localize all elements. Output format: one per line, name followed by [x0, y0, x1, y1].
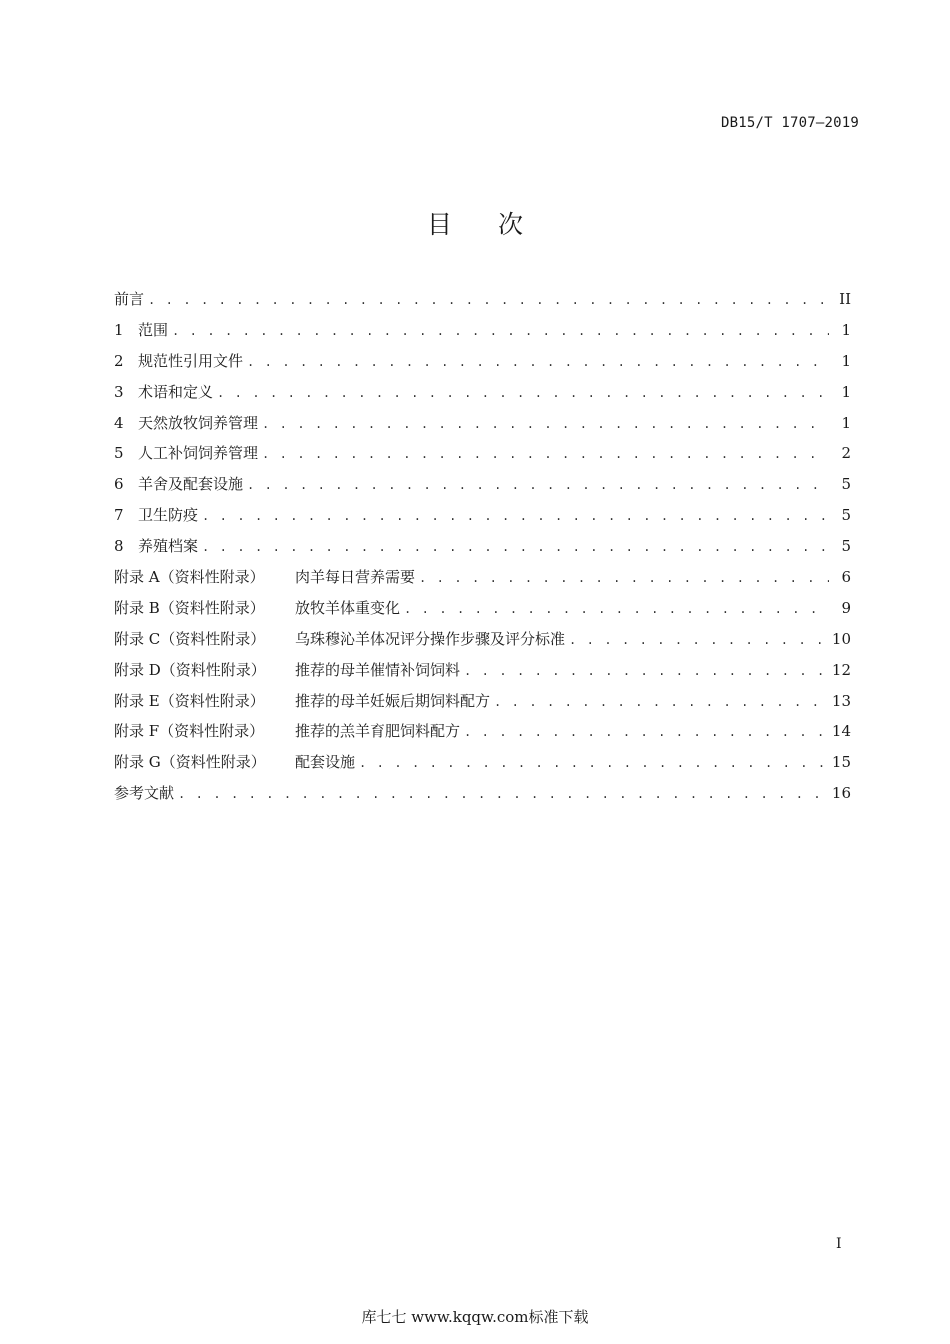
toc-number: 6: [114, 475, 124, 494]
toc-entry-appendix-f[interactable]: [114, 716, 851, 747]
toc-page: 14: [831, 722, 851, 741]
toc-page: 1: [841, 351, 851, 370]
toc-page: 9: [841, 598, 851, 617]
toc-label: 推荐的母羊妊娠后期饲料配方: [295, 691, 491, 710]
appendix-prefix: 附录 C（资料性附录）: [114, 629, 266, 648]
dot-leader: [247, 470, 829, 501]
toc-entry-breeding-records[interactable]: [114, 531, 851, 562]
toc-label: 推荐的羔羊育肥饲料配方: [295, 722, 461, 741]
toc-page: 16: [831, 784, 851, 803]
toc-entry-appendix-b[interactable]: [114, 593, 851, 624]
page-title: 目次: [426, 210, 569, 239]
toc-label: 范围: [138, 320, 169, 339]
dot-leader: [178, 779, 828, 810]
toc-label: 配套设施: [295, 753, 356, 772]
toc-page: 5: [841, 537, 851, 556]
toc-page: 1: [841, 413, 851, 432]
appendix-prefix: 附录 A（资料性附录）: [114, 568, 265, 587]
dot-leader: [202, 532, 829, 563]
toc-label: 术语和定义: [138, 382, 214, 401]
toc-entry-appendix-c[interactable]: [114, 624, 851, 655]
dot-leader: [247, 347, 829, 378]
toc-page: 1: [841, 382, 851, 401]
page-number: I: [836, 1236, 842, 1252]
appendix-prefix: 附录 D（资料性附录）: [114, 660, 266, 679]
toc-label: 羊舍及配套设施: [138, 475, 244, 494]
toc-label: 卫生防疫: [138, 506, 199, 525]
toc-page: 15: [831, 753, 851, 772]
dot-leader: [148, 285, 829, 316]
toc-page: 12: [831, 660, 851, 679]
toc-entry-supplementary-feeding[interactable]: [114, 438, 851, 469]
toc-number: 2: [114, 351, 124, 370]
dot-leader: [262, 409, 829, 440]
toc-entry-foreword[interactable]: [114, 284, 851, 315]
dot-leader: [262, 439, 829, 470]
toc-page: II: [839, 290, 851, 308]
toc-label: 规范性引用文件: [138, 351, 244, 370]
toc-label: 肉羊每日营养需要: [295, 568, 416, 587]
toc-label: 乌珠穆沁羊体况评分操作步骤及评分标准: [295, 629, 566, 648]
toc-number: 4: [114, 413, 124, 432]
appendix-prefix: 附录 E（资料性附录）: [114, 691, 265, 710]
toc-entry-appendix-g[interactable]: [114, 747, 851, 778]
toc-entry-grazing[interactable]: [114, 408, 851, 439]
dot-leader: [494, 687, 828, 718]
toc-entry-sheepfold[interactable]: [114, 469, 851, 500]
appendix-prefix: 附录 B（资料性附录）: [114, 598, 265, 617]
toc-label: 前言: [114, 290, 145, 308]
dot-leader: [464, 717, 828, 748]
dot-leader: [202, 501, 829, 532]
toc-number: 7: [114, 506, 124, 525]
toc-label: 养殖档案: [138, 537, 199, 556]
footer-watermark: 库七七 www.kqqw.com标准下载: [361, 1308, 589, 1326]
toc-page: 10: [831, 629, 851, 648]
toc-label: 推荐的母羊催情补饲饲料: [295, 660, 461, 679]
toc-number: 1: [114, 320, 124, 339]
toc-page: 6: [841, 568, 851, 587]
toc-page: 5: [841, 506, 851, 525]
toc-label: 人工补饲饲养管理: [138, 444, 259, 463]
toc-page: 13: [831, 691, 851, 710]
toc-number: 8: [114, 537, 124, 556]
dot-leader: [217, 378, 829, 409]
dot-leader: [172, 316, 829, 347]
appendix-prefix: 附录 G（资料性附录）: [114, 753, 266, 772]
toc-entry-normative-references[interactable]: [114, 346, 851, 377]
standard-code: DB15/T 1707—2019: [720, 115, 859, 131]
dot-leader: [359, 748, 828, 779]
table-of-contents: [114, 284, 851, 809]
appendix-prefix: 附录 F（资料性附录）: [114, 722, 265, 741]
toc-entry-epidemic-prevention[interactable]: [114, 500, 851, 531]
toc-entry-terms[interactable]: [114, 377, 851, 408]
toc-entry-appendix-a[interactable]: [114, 562, 851, 593]
toc-number: 5: [114, 444, 124, 463]
toc-entry-references[interactable]: [114, 778, 851, 809]
dot-leader: [419, 563, 829, 594]
toc-entry-scope[interactable]: [114, 315, 851, 346]
toc-label: 参考文献: [114, 784, 175, 803]
toc-entry-appendix-d[interactable]: [114, 655, 851, 686]
toc-number: 3: [114, 382, 124, 401]
toc-page: 5: [841, 475, 851, 494]
toc-label: 放牧羊体重变化: [295, 598, 401, 617]
dot-leader: [569, 625, 828, 656]
toc-page: 1: [841, 320, 851, 339]
toc-entry-appendix-e[interactable]: [114, 686, 851, 717]
dot-leader: [464, 656, 828, 687]
toc-page: 2: [841, 444, 851, 463]
toc-label: 天然放牧饲养管理: [138, 413, 259, 432]
dot-leader: [404, 594, 829, 625]
